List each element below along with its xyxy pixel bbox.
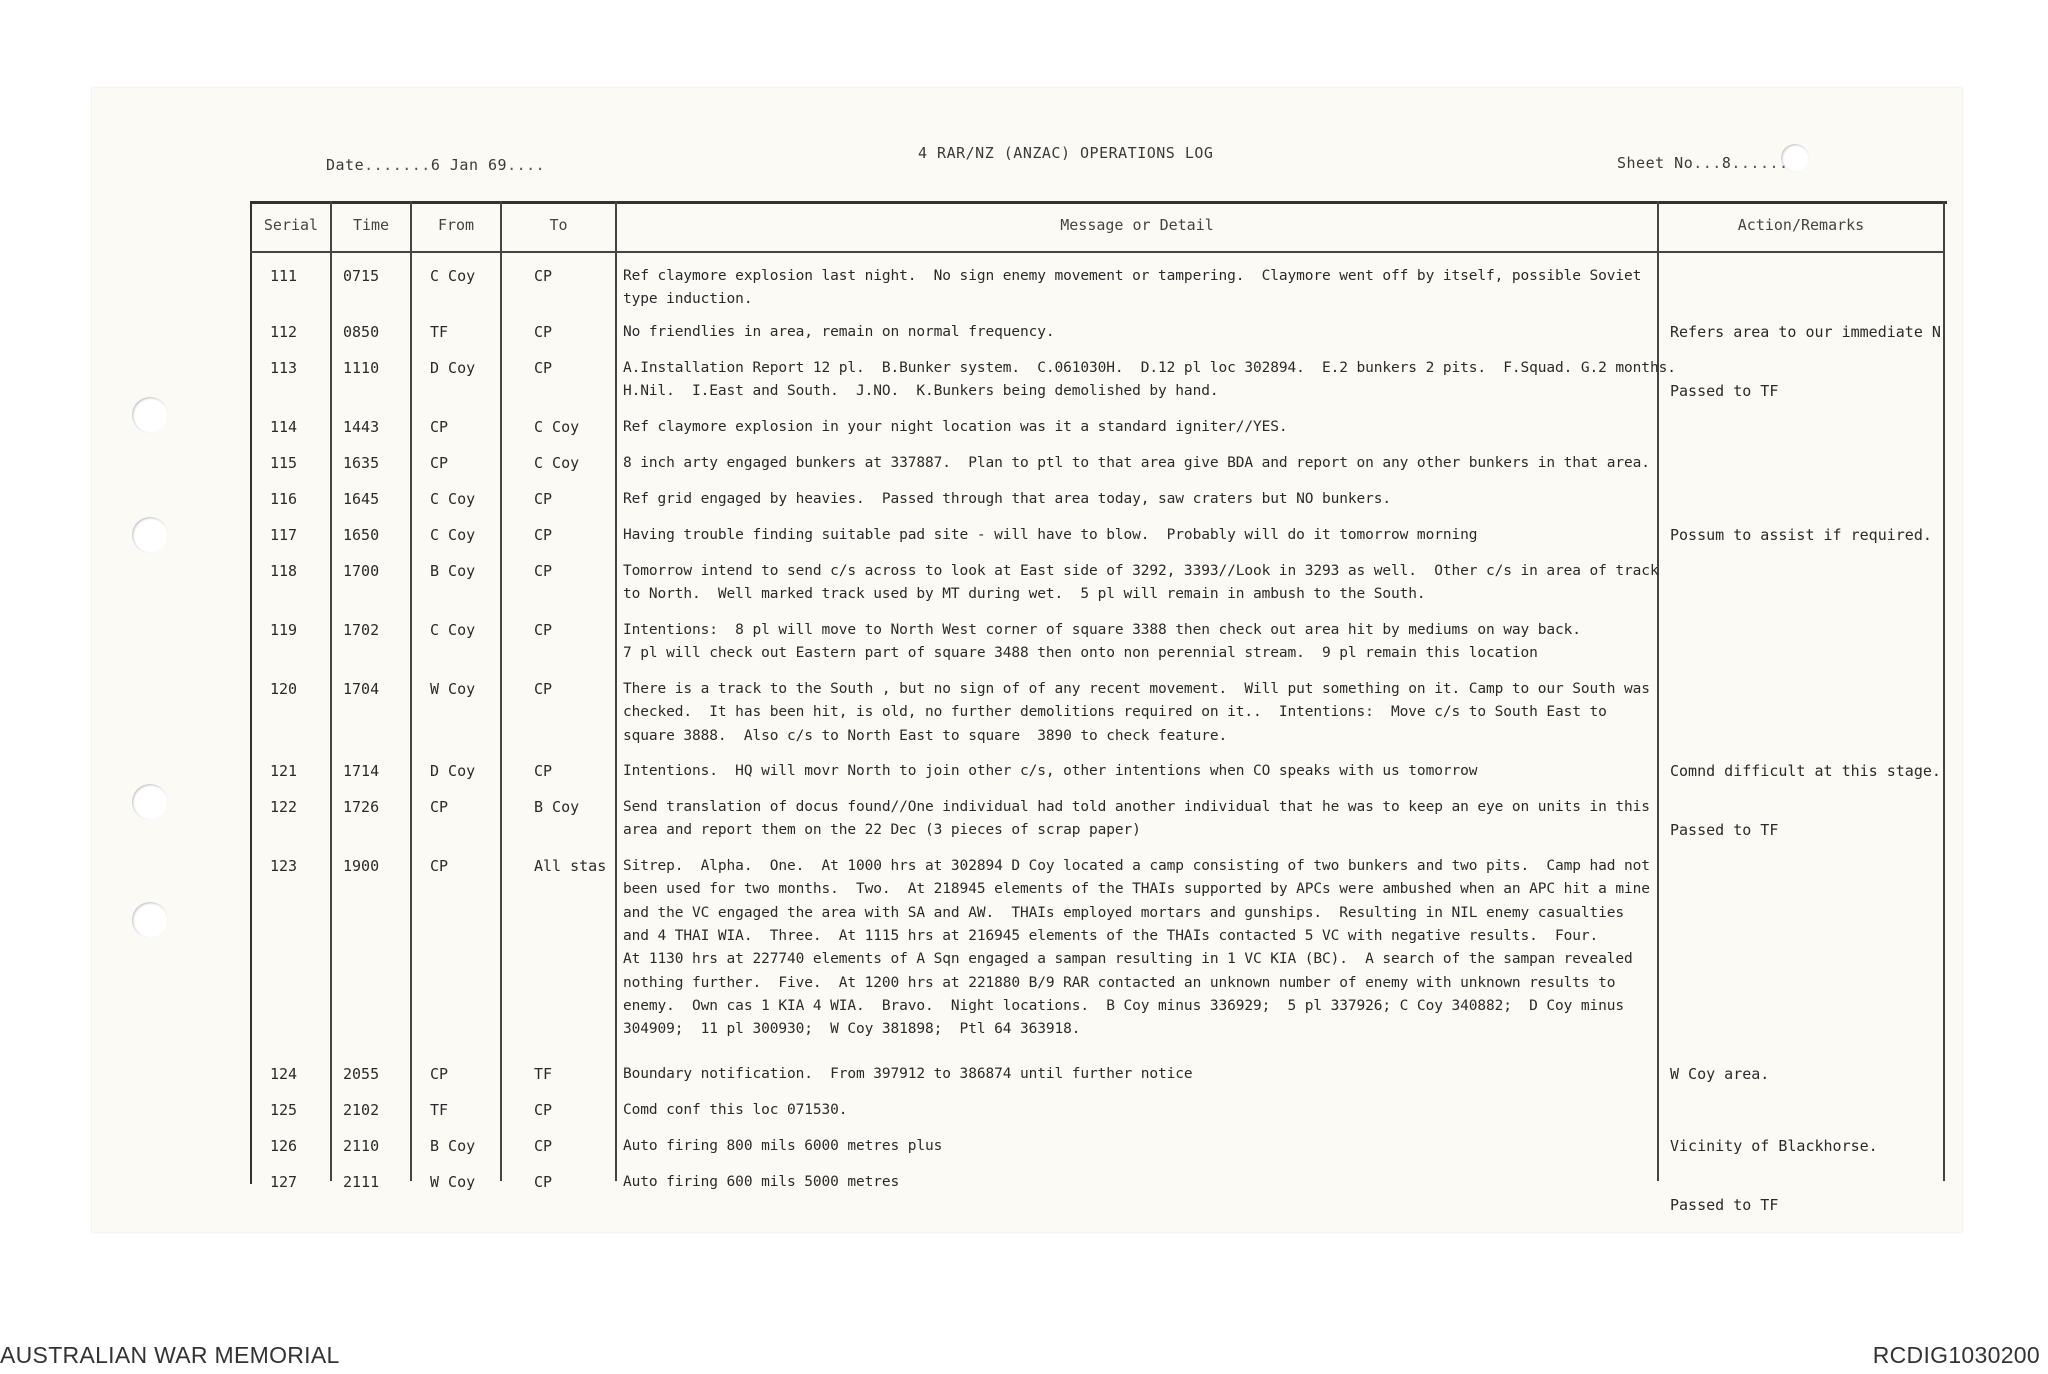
row-serial: 115: [270, 454, 298, 472]
row-message-line: enemy. Own cas 1 KIA 4 WIA. Bravo. Night locations. B Coy minus 336929; 5 pl 337926; C Coy 340882; D Coy minus: [623, 997, 1625, 1014]
row-to: CP: [534, 359, 553, 377]
row-to: CP: [534, 490, 553, 508]
row-serial: 127: [270, 1173, 298, 1191]
row-serial: 125: [270, 1101, 298, 1119]
row-time: 1726: [343, 798, 380, 816]
row-message-line: area and report them on the 22 Dec (3 pieces of scrap paper): [623, 822, 1141, 839]
row-serial: 112: [270, 323, 298, 341]
date-value: 6 Jan 69: [430, 156, 508, 174]
row-time: 1700: [343, 562, 380, 580]
footer-item-id: RCDIG1030200: [1872, 1342, 2040, 1368]
row-from: C Coy: [430, 267, 476, 285]
footer-institution: AUSTRALIAN WAR MEMORIAL: [0, 1342, 340, 1368]
row-to: CP: [534, 267, 553, 285]
row-from: CP: [430, 418, 449, 436]
row-from: B Coy: [430, 562, 476, 580]
row-time: 1635: [343, 454, 380, 472]
row-serial: 122: [270, 798, 298, 816]
row-to: CP: [534, 323, 553, 341]
row-serial: 121: [270, 762, 298, 780]
row-to: All stas: [534, 857, 607, 875]
row-to: CP: [534, 526, 553, 544]
row-from: CP: [430, 1065, 449, 1083]
row-time: 0715: [343, 267, 380, 285]
row-message-line: to North. Well marked track used by MT during wet. 5 pl will remain in ambush to the South.: [623, 586, 1426, 603]
column-divider: [500, 201, 502, 1181]
row-remark: Passed to TF: [1670, 382, 1779, 401]
row-message-line: Intentions: 8 pl will move to North West corner of square 3388 then check out area hit by mediums on way back.: [623, 622, 1581, 638]
punch-hole: [132, 784, 168, 820]
row-time: 1714: [343, 762, 380, 780]
row-message-line: Sitrep. Alpha. One. At 1000 hrs at 302894 D Coy located a camp consisting of two bunkers and two pits. Camp had not: [623, 858, 1650, 874]
row-remark: Comnd difficult at this stage.: [1670, 762, 1941, 780]
sheet-number-field: Sheet No...8......: [1617, 154, 1789, 172]
row-message-line: type induction.: [623, 291, 753, 308]
row-message-line: H.Nil. I.East and South. J.NO. K.Bunkers being demolished by hand.: [623, 383, 1219, 400]
row-message-line: 8 inch arty engaged bunkers at 337887. Plan to ptl to that area give BDA and report on any other bunkers in that area.: [623, 455, 1650, 471]
row-message-line: Having trouble finding suitable pad site - will have to blow. Probably will do it tomorrow morning: [623, 527, 1478, 543]
log-title: 4 RAR/NZ (ANZAC) OPERATIONS LOG: [918, 144, 1214, 162]
row-to: CP: [534, 1101, 553, 1119]
row-time: 2102: [343, 1101, 380, 1119]
row-from: D Coy: [430, 762, 476, 780]
row-time: 2110: [343, 1137, 380, 1155]
row-from: C Coy: [430, 490, 476, 508]
row-message-line: A.Installation Report 12 pl. B.Bunker system. C.061030H. D.12 pl loc 302894. E.2 bunkers 2 pits. F.Squad. G.2 months.: [623, 360, 1676, 376]
row-to: CP: [534, 762, 553, 780]
row-message-line: and 4 THAI WIA. Three. At 1115 hrs at 216945 elements of the THAIs contacted 5 VC with negative results. Four.: [623, 927, 1599, 944]
column-divider: [615, 201, 617, 1181]
row-serial: 124: [270, 1065, 298, 1083]
row-from: B Coy: [430, 1137, 476, 1155]
row-message-line: and the VC engaged the area with SA and AW. THAIs employed mortars and gunships. Resulting in NIL enemy casualties: [623, 904, 1625, 921]
row-message-line: Auto firing 600 mils 5000 metres: [623, 1174, 900, 1190]
row-time: 1900: [343, 857, 380, 875]
header-rule: [250, 251, 1945, 253]
row-message-line: Tomorrow intend to send c/s across to look at East side of 3292, 3393//Look in 3293 as well. Other c/s in area of track: [623, 563, 1659, 579]
row-message-line: Comd conf this loc 071530.: [623, 1102, 848, 1118]
row-message-line: Ref claymore explosion in your night location was it a standard igniter//YES.: [623, 419, 1288, 435]
row-message-line: No friendlies in area, remain on normal frequency.: [623, 324, 1055, 340]
row-serial: 123: [270, 857, 298, 875]
row-serial: 116: [270, 490, 298, 508]
row-time: 0850: [343, 323, 380, 341]
row-remark: Refers area to our immediate N: [1670, 323, 1941, 341]
row-message-line: Send translation of docus found//One individual had told another individual that he was to keep an eye on units in this: [623, 799, 1650, 815]
row-serial: 119: [270, 621, 298, 639]
row-to: TF: [534, 1065, 553, 1083]
row-to: CP: [534, 680, 553, 698]
column-divider: [330, 201, 332, 1181]
date-field: Date.......6 Jan 69....: [326, 156, 546, 174]
row-serial: 113: [270, 359, 298, 377]
row-message-line: nothing further. Five. At 1200 hrs at 221880 B/9 RAR contacted an unknown number of enemy with unknown results to: [623, 974, 1616, 991]
row-time: 1702: [343, 621, 380, 639]
row-from: W Coy: [430, 680, 476, 698]
row-from: CP: [430, 857, 449, 875]
row-message-line: Ref claymore explosion last night. No sign enemy movement or tampering. Claymore went off by itself, possible Soviet: [623, 268, 1642, 284]
row-message-line: There is a track to the South , but no sign of of any recent movement. Will put something on it. Camp to our South was: [623, 681, 1650, 697]
row-remark: Vicinity of Blackhorse.: [1670, 1137, 1878, 1155]
column-divider: [1943, 201, 1945, 1181]
row-remark: Passed to TF: [1670, 821, 1779, 840]
column-header-from: From: [437, 216, 475, 234]
punch-hole: [132, 517, 168, 553]
row-remark: W Coy area.: [1670, 1065, 1770, 1083]
row-message-line: Boundary notification. From 397912 to 386874 until further notice: [623, 1066, 1193, 1082]
row-time: 1650: [343, 526, 380, 544]
column-divider: [1657, 201, 1659, 1181]
row-serial: 111: [270, 267, 298, 285]
column-divider: [410, 201, 412, 1181]
row-remark: Passed to TF: [1670, 1196, 1779, 1215]
row-serial: 117: [270, 526, 298, 544]
row-from: C Coy: [430, 526, 476, 544]
row-from: TF: [430, 1101, 449, 1119]
row-from: CP: [430, 798, 449, 816]
row-message-line: square 3888. Also c/s to North East to square 3890 to check feature.: [623, 727, 1228, 744]
row-to: CP: [534, 562, 553, 580]
row-time: 1110: [343, 359, 380, 377]
row-message-line: Intentions. HQ will movr North to join other c/s, other intentions when CO speaks with us tomorrow: [623, 763, 1478, 779]
row-time: 1443: [343, 418, 380, 436]
row-message-line: Ref grid engaged by heavies. Passed through that area today, saw craters but NO bunkers.: [623, 491, 1392, 507]
row-from: CP: [430, 454, 449, 472]
row-to: C Coy: [534, 418, 580, 436]
row-message-line: 304909; 11 pl 300930; W Coy 381898; Ptl 64 363918.: [623, 1021, 1081, 1038]
row-time: 1645: [343, 490, 380, 508]
row-serial: 118: [270, 562, 298, 580]
punch-hole: [132, 902, 168, 938]
row-serial: 120: [270, 680, 298, 698]
row-time: 2055: [343, 1065, 380, 1083]
sheet-label: Sheet No: [1617, 154, 1694, 172]
row-from: TF: [430, 323, 449, 341]
column-header-serial: Serial: [263, 216, 319, 234]
row-message-line: 7 pl will check out Eastern part of square 3488 then onto non perennial stream. 9 pl remain this location: [623, 645, 1538, 662]
row-from: C Coy: [430, 621, 476, 639]
row-serial: 126: [270, 1137, 298, 1155]
column-header-to: To: [549, 216, 568, 234]
row-remark: Possum to assist if required.: [1670, 526, 1932, 544]
row-message-line: been used for two months. Two. At 218945 elements of the THAIs supported by APCs were ambushed when an APC hit a mine: [623, 881, 1650, 898]
row-to: CP: [534, 1173, 553, 1191]
row-message-line: checked. It has been hit, is old, no further demolitions required on it.. Intentions: Move c/s to South East to: [623, 704, 1607, 721]
punch-hole: [132, 397, 168, 433]
column-header-time: Time: [352, 216, 390, 234]
column-header-remarks: Action/Remarks: [1737, 216, 1865, 234]
row-to: C Coy: [534, 454, 580, 472]
column-header-message: Message or Detail: [1060, 216, 1214, 234]
row-from: W Coy: [430, 1173, 476, 1191]
row-time: 2111: [343, 1173, 380, 1191]
row-to: B Coy: [534, 798, 580, 816]
sheet-value: 8: [1721, 154, 1732, 172]
row-time: 1704: [343, 680, 380, 698]
row-message-line: At 1130 hrs at 227740 elements of A Sqn engaged a sampan resulting in 1 VC KIA (BC). A search of the sampan revealed: [623, 951, 1633, 968]
row-from: D Coy: [430, 359, 476, 377]
row-to: CP: [534, 621, 553, 639]
row-message-line: Auto firing 800 mils 6000 metres plus: [623, 1138, 943, 1154]
date-label: Date: [326, 156, 365, 174]
row-to: CP: [534, 1137, 553, 1155]
row-serial: 114: [270, 418, 298, 436]
